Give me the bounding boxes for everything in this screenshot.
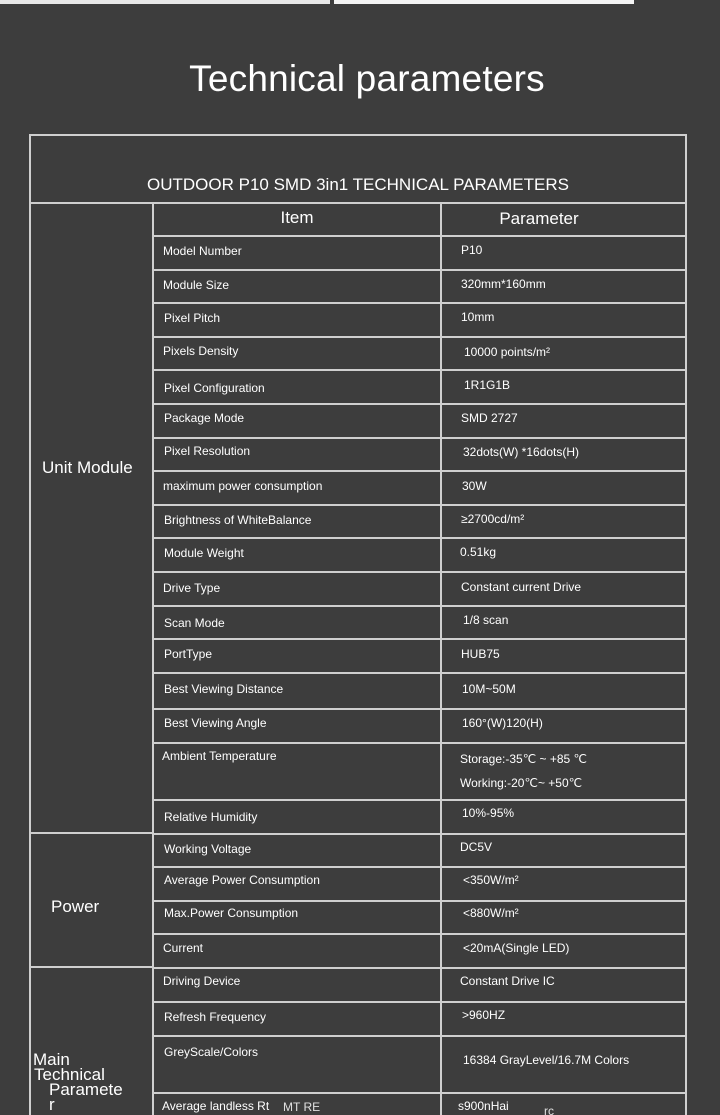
column-header-divider: [152, 235, 687, 237]
row-divider: [152, 742, 687, 744]
item-cell: Refresh Frequency: [164, 1010, 267, 1024]
parameter-cell: 320mm*160mm: [461, 277, 546, 291]
parameter-cell: Storage:-35℃ ~ +85 ℃: [460, 752, 588, 766]
item-cell: Model Number: [163, 244, 242, 258]
group-label-line: Technical: [34, 1065, 105, 1084]
item-cell: Brightness of WhiteBalance: [164, 513, 312, 527]
parameter-cell: <20mA(Single LED): [463, 941, 570, 955]
group-divider-power: [29, 832, 154, 834]
group-divider-main: [29, 966, 154, 968]
item-cell: PortType: [164, 647, 213, 661]
row-divider: [152, 605, 687, 607]
top-strip: [0, 0, 720, 5]
top-strip-segment: [0, 0, 330, 4]
parameter-cell: <350W/m²: [463, 873, 519, 887]
top-strip-segment: [334, 0, 634, 4]
item-cell: Average Power Consumption: [164, 873, 320, 887]
group-column-divider: [152, 202, 154, 1115]
item-cell: Best Viewing Angle: [164, 716, 267, 730]
parameter-cell: 10M~50M: [462, 682, 516, 696]
parameter-cell: Constant current Drive: [461, 580, 582, 594]
parameter-cell: <880W/m²: [463, 906, 519, 920]
group-label-line: Paramete: [49, 1080, 123, 1099]
row-divider: [152, 933, 687, 935]
parameter-cell: 10%-95%: [462, 806, 515, 820]
row-divider: [152, 799, 687, 801]
item-cell: Pixel Resolution: [164, 444, 251, 458]
item-cell: Average landless Rt: [162, 1099, 270, 1113]
parameter-cell: s900nHai: [458, 1099, 509, 1113]
item-cell: Pixels Density: [163, 344, 239, 358]
table-border-top: [29, 134, 687, 136]
row-divider: [152, 470, 687, 472]
row-divider: [152, 1035, 687, 1037]
row-divider: [152, 537, 687, 539]
row-divider: [152, 403, 687, 405]
item-cell: Best Viewing Distance: [164, 682, 284, 696]
row-divider: [152, 336, 687, 338]
item-cell: Pixel Pitch: [164, 311, 221, 325]
row-divider: [152, 504, 687, 506]
parameter-cell-line2: Working:-20℃~ +50℃: [460, 776, 583, 790]
parameter-cell: 10000 points/m²: [464, 345, 551, 359]
caption-divider: [29, 202, 687, 204]
row-divider: [152, 866, 687, 868]
parameter-cell: ≥2700cd/m²: [461, 512, 525, 526]
parameter-cell: 0.51kg: [460, 545, 497, 559]
row-divider: [152, 900, 687, 902]
group-label-line: r: [49, 1095, 55, 1114]
overlay-text: MT RE: [283, 1100, 321, 1114]
group-label-line: Main: [33, 1050, 70, 1069]
row-divider: [152, 833, 687, 835]
column-header-parameter: Parameter: [499, 209, 579, 228]
parameter-cell: Constant Drive IC: [460, 974, 555, 988]
item-cell: Package Mode: [164, 411, 245, 425]
parameter-cell: P10: [461, 243, 483, 257]
item-cell: Ambient Temperature: [162, 749, 277, 763]
parameter-cell: DC5V: [460, 840, 493, 854]
group-label-power: Power: [51, 897, 100, 916]
item-cell: Pixel Configuration: [164, 381, 265, 395]
row-divider: [152, 437, 687, 439]
table-caption: OUTDOOR P10 SMD 3in1 TECHNICAL PARAMETERS: [147, 175, 569, 194]
group-label-unit-module: Unit Module: [42, 458, 133, 477]
overlay-text: rc: [544, 1104, 554, 1115]
parameter-cell: HUB75: [461, 647, 500, 661]
item-cell: Max.Power Consumption: [164, 906, 299, 920]
item-cell: Scan Mode: [164, 616, 225, 630]
parameter-cell: 10mm: [461, 310, 495, 324]
item-cell: Working Voltage: [164, 842, 252, 856]
item-cell: Current: [163, 941, 204, 955]
row-divider: [152, 302, 687, 304]
row-divider: [152, 672, 687, 674]
parameter-cell: 32dots(W) *16dots(H): [463, 445, 580, 459]
parameter-cell: 16384 GrayLevel/16.7M Colors: [463, 1053, 630, 1067]
parameter-cell: 160°(W)120(H): [462, 716, 543, 730]
group-label-main-technical: [33, 1052, 123, 1112]
row-divider: [152, 708, 687, 710]
row-divider: [152, 1092, 687, 1094]
page-title: Technical parameters: [189, 58, 545, 99]
row-divider: [152, 369, 687, 371]
parameter-cell: >960HZ: [462, 1008, 506, 1022]
parameter-cell: 1R1G1B: [464, 378, 511, 392]
item-cell: Driving Device: [163, 974, 241, 988]
row-divider: [152, 638, 687, 640]
item-cell: Drive Type: [163, 581, 221, 595]
item-cell: Module Size: [163, 278, 230, 292]
item-cell: maximum power consumption: [163, 479, 323, 493]
parameter-cell: 1/8 scan: [463, 613, 509, 627]
row-divider: [152, 571, 687, 573]
row-divider: [152, 967, 687, 969]
row-divider: [152, 269, 687, 271]
item-column-divider: [440, 202, 442, 1115]
item-cell: Relative Humidity: [164, 810, 258, 824]
parameter-cell: 30W: [462, 479, 487, 493]
item-cell: GreyScale/Colors: [164, 1045, 259, 1059]
row-divider: [152, 1001, 687, 1003]
item-cell: Module Weight: [164, 546, 244, 560]
parameter-cell: SMD 2727: [461, 411, 518, 425]
column-header-item: Item: [280, 208, 314, 227]
